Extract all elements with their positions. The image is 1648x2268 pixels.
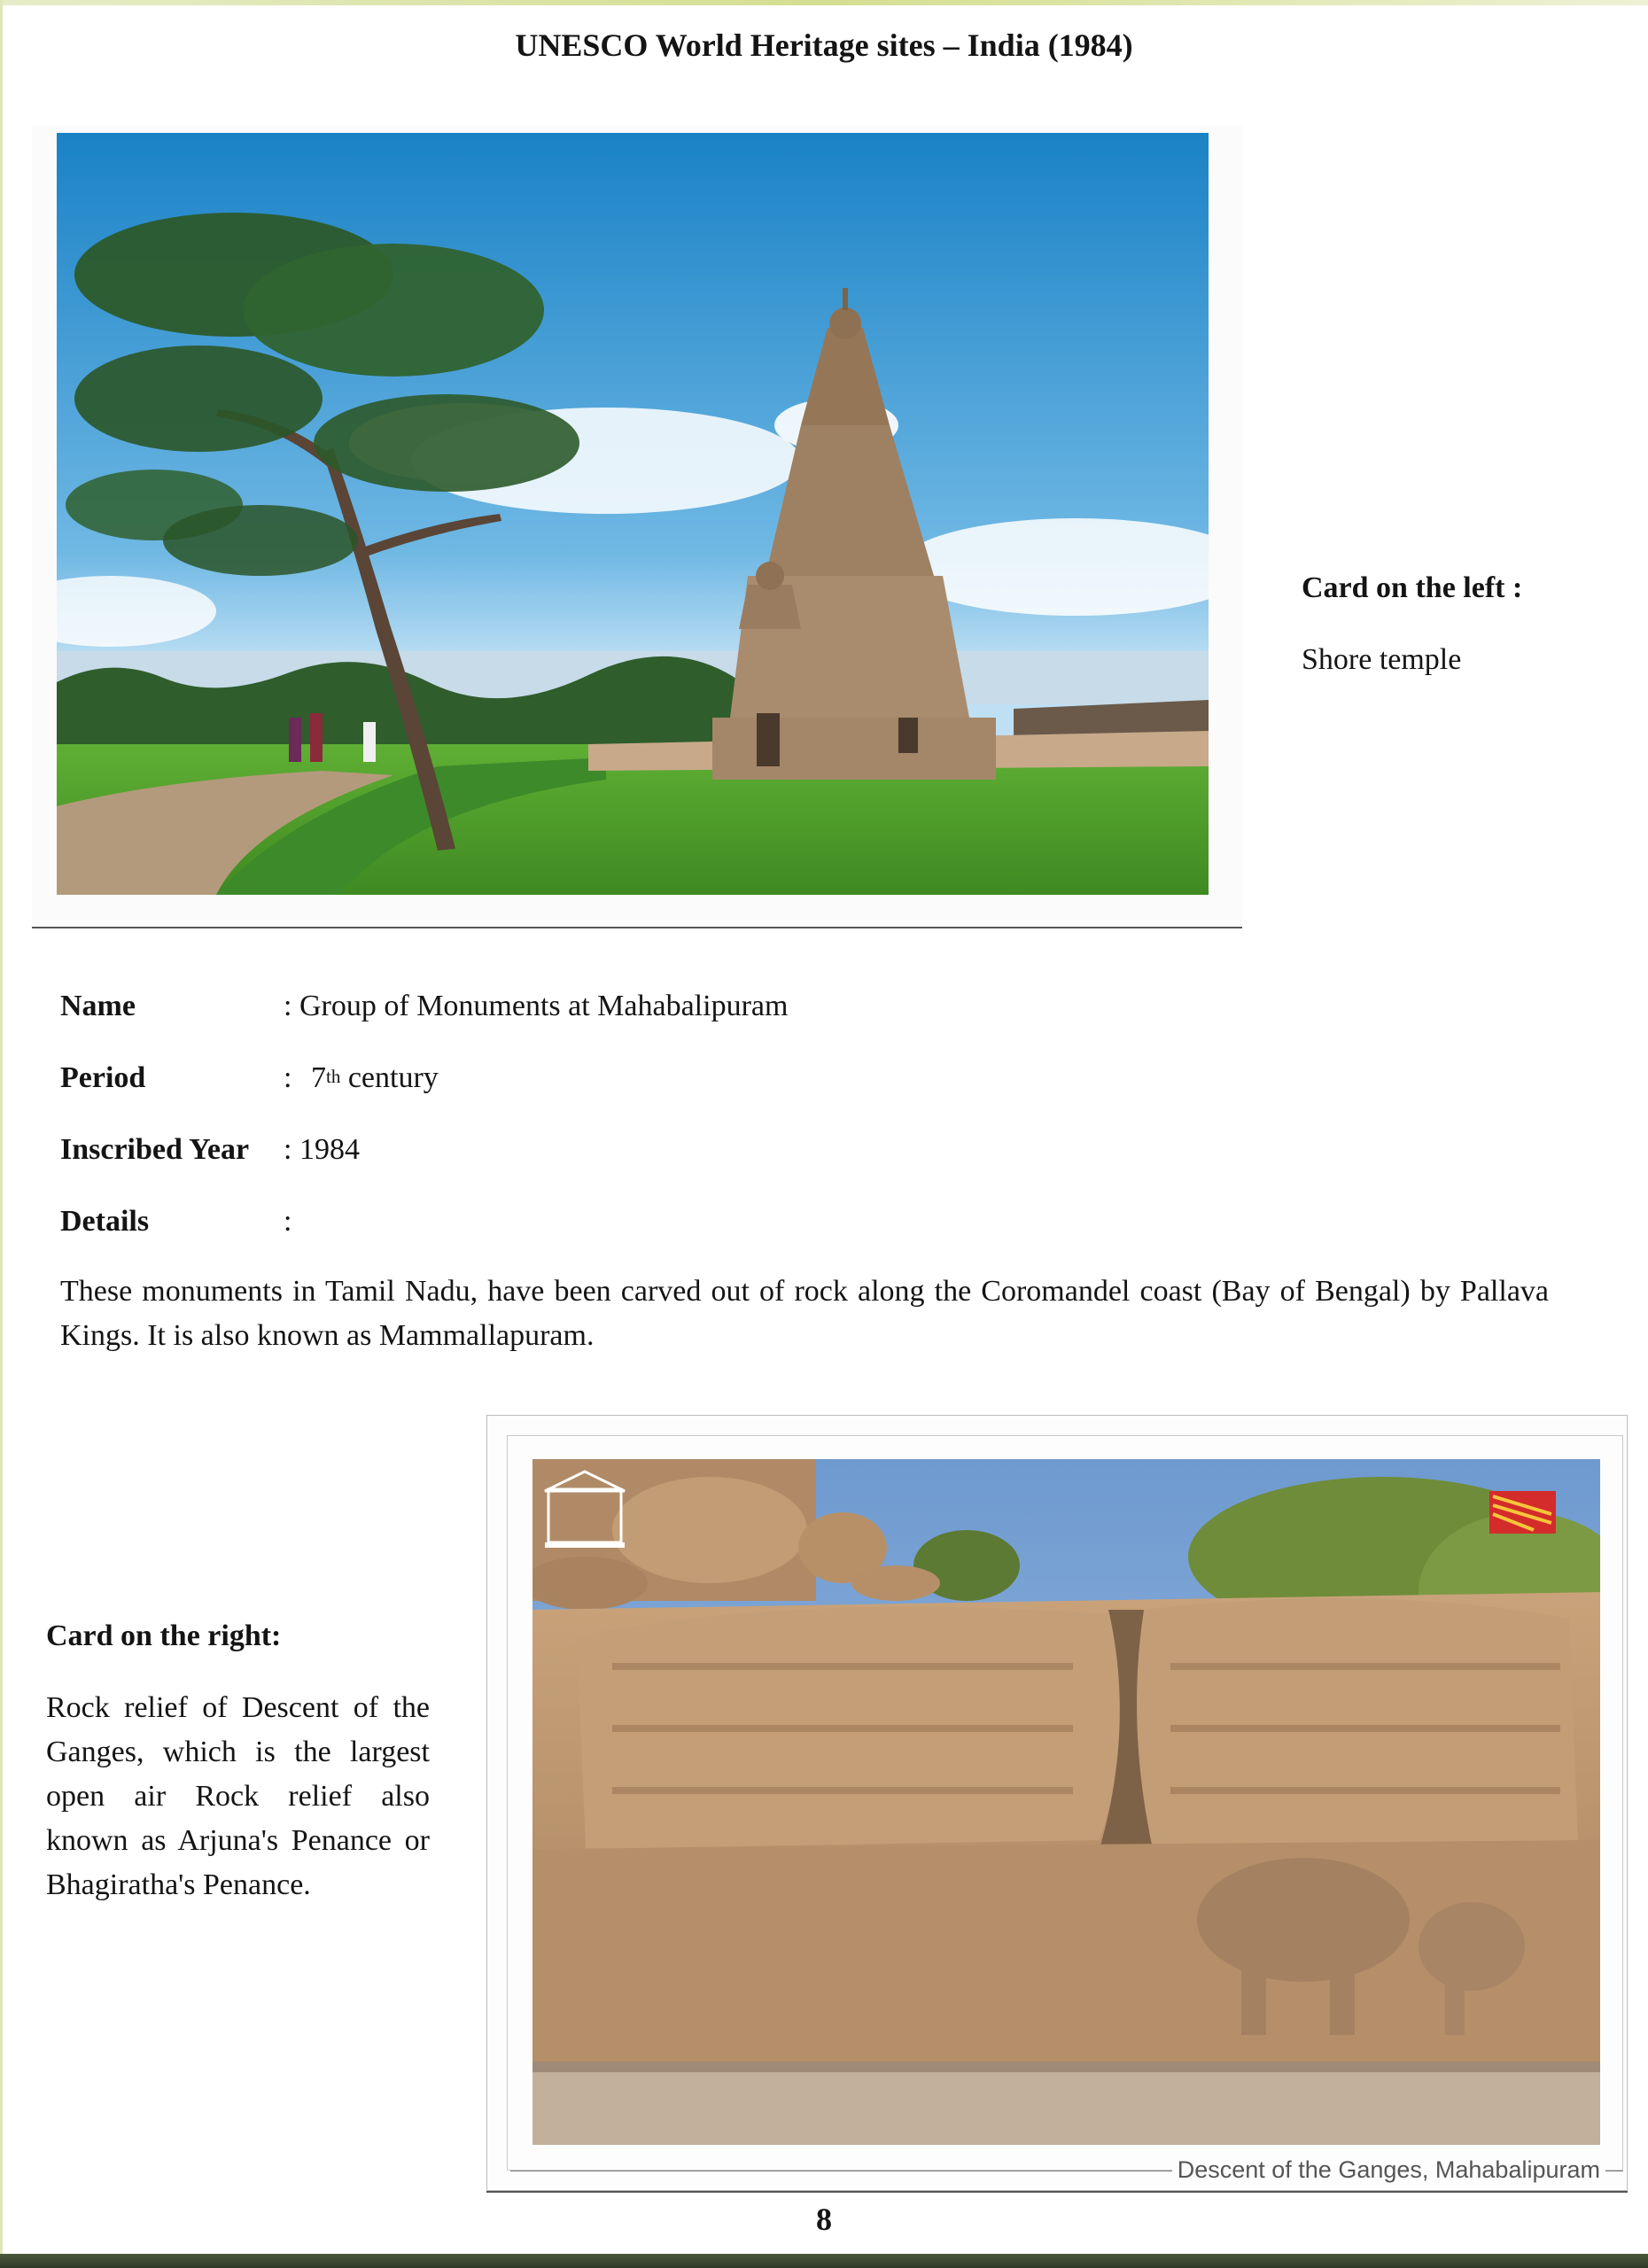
- period-colon: :: [284, 1061, 292, 1094]
- description-paragraph: These monuments in Tamil Nadu, have been carved out of rock along the Coromandel coast (Bay of Bengal) by Pallava Kings. It is also known as Mammallapuram.: [60, 1275, 1549, 1352]
- india-post-logo-icon: [1489, 1491, 1556, 1534]
- year-colon: :: [284, 1133, 292, 1166]
- shore-temple-photo: [57, 133, 1209, 895]
- year-value: 1984: [299, 1133, 360, 1166]
- page-left-edge: [0, 0, 3, 2268]
- period-number: 7: [311, 1061, 326, 1094]
- page-bottom-edge: [0, 2254, 1648, 2268]
- year-label: Inscribed Year: [60, 1133, 250, 1166]
- left-card-heading: Card on the left :: [1302, 571, 1523, 604]
- details-label: Details: [60, 1205, 150, 1238]
- name-value: Group of Monuments at Mahabalipuram: [299, 990, 789, 1022]
- period-value: [311, 1060, 439, 1096]
- postcard-caption: Descent of the Ganges, Mahabalipuram: [1172, 2156, 1605, 2184]
- period-label: Period: [60, 1061, 146, 1094]
- period-superscript: th: [326, 1066, 341, 1087]
- name-colon: :: [284, 990, 292, 1022]
- page-title: UNESCO World Heritage sites – India (1984): [515, 27, 1133, 63]
- descent-of-ganges-photo: [532, 1459, 1600, 2145]
- page-top-edge: [0, 0, 1648, 5]
- left-card-text: Shore temple: [1302, 643, 1462, 676]
- page-number: 8: [816, 2202, 832, 2237]
- right-card-heading: Card on the right:: [46, 1619, 282, 1652]
- period-suffix: century: [340, 1061, 439, 1094]
- right-card-text: Rock relief of Descent of the Ganges, which is the largest open air Rock relief also known as Arjuna's Penance or Bhagiratha's Penance.: [46, 1691, 430, 1901]
- details-colon: :: [284, 1205, 292, 1238]
- name-label: Name: [60, 990, 136, 1022]
